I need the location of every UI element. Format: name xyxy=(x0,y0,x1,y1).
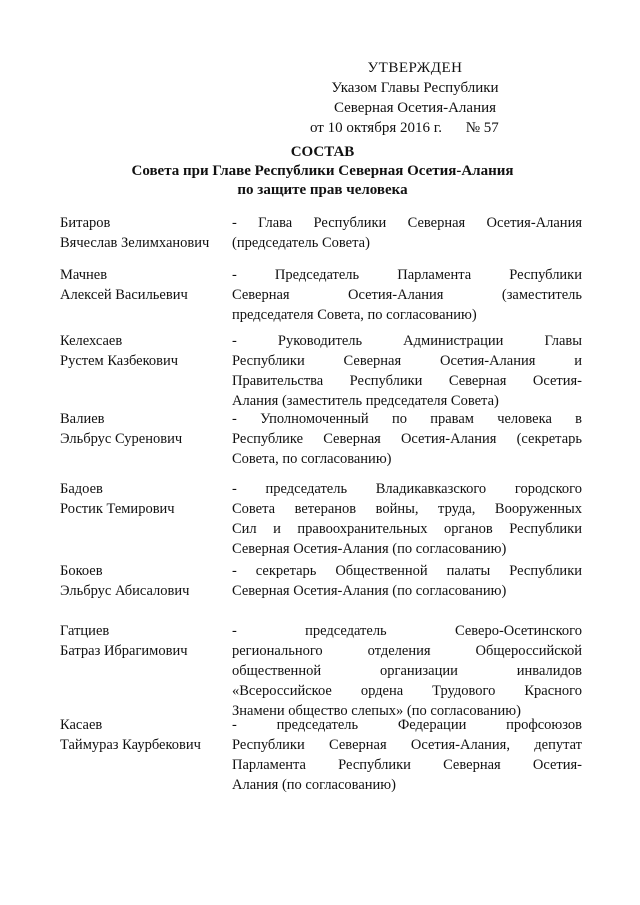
member-role-line: - председатель Федерации профсоюзов xyxy=(232,717,582,733)
member-role-line: регионального отделения Общероссийской xyxy=(232,643,582,659)
approval-republic: Северная Осетия-Алания xyxy=(333,100,497,116)
member-role-line: общественной организации инвалидов xyxy=(232,663,582,679)
member-role-line: Алания (заместитель председателя Совета) xyxy=(232,393,499,409)
member-given-name: Вячеслав Зелимханович xyxy=(60,235,210,251)
member-role-line: Северная Осетия-Алания (по согласованию) xyxy=(232,583,507,599)
document-title xyxy=(60,143,585,200)
member-role-line: Совета, по согласованию) xyxy=(232,451,392,467)
member-role-line: - председатель Владикавказского городского xyxy=(232,481,582,497)
member-role-line: Республики Северная Осетия-Алания и xyxy=(232,353,582,369)
member-surname: Касаев xyxy=(60,717,103,733)
member-name xyxy=(60,561,235,601)
member-role xyxy=(232,715,582,795)
member-role-line: - Председатель Парламента Республики xyxy=(232,267,582,283)
member-role-line: Республике Северная Осетия-Алания (секретарь xyxy=(232,431,582,447)
member-surname: Валиев xyxy=(60,411,105,427)
member-role-line: Сил и правоохранительных органов Республики xyxy=(232,521,582,537)
approval-stamp xyxy=(300,58,530,138)
member-role-line: Северная Осетия-Алания (по согласованию) xyxy=(232,541,507,557)
member-role-line: председателя Совета, по согласованию) xyxy=(232,307,477,323)
member-role-line: - председатель Северо-Осетинского xyxy=(232,623,582,639)
member-given-name: Эльбрус Абисалович xyxy=(60,583,190,599)
approval-date-line xyxy=(300,118,530,138)
member-role xyxy=(232,213,582,253)
member-surname: Бокоев xyxy=(60,563,103,579)
member-role-line: Правительства Республики Северная Осетия- xyxy=(232,373,582,389)
member-given-name: Эльбрус Суренович xyxy=(60,431,183,447)
member-role-line: Совета ветеранов войны, труда, Вооруженных xyxy=(232,501,582,517)
approval-decree: Указом Главы Республики xyxy=(331,80,499,96)
title-line-1: СОСТАВ xyxy=(290,144,355,160)
member-role-line: (председатель Совета) xyxy=(232,235,370,251)
member-name xyxy=(60,331,235,371)
member-surname: Бадоев xyxy=(60,481,103,497)
member-given-name: Алексей Васильевич xyxy=(60,287,188,303)
approval-date: от 10 октября 2016 г. xyxy=(310,120,442,136)
member-given-name: Ростик Темирович xyxy=(60,501,175,517)
member-name xyxy=(60,479,235,519)
member-name xyxy=(60,213,235,253)
member-given-name: Таймураз Каурбекович xyxy=(60,737,201,753)
member-role-line: Северная Осетия-Алания (заместитель xyxy=(232,287,582,303)
member-role xyxy=(232,409,582,469)
title-line-2: Совета при Главе Республики Северная Осетия-Алания xyxy=(131,163,514,179)
member-role-line: Алания (по согласованию) xyxy=(232,777,396,793)
member-surname: Мачнев xyxy=(60,267,108,283)
member-role-line: «Всероссийское ордена Трудового Красного xyxy=(232,683,582,699)
member-name xyxy=(60,715,235,755)
member-role-line: Республики Северная Осетия-Алания, депутат xyxy=(232,737,582,753)
member-role-line: - Уполномоченный по правам человека в xyxy=(232,411,582,427)
member-role xyxy=(232,331,582,411)
member-role xyxy=(232,621,582,721)
member-given-name: Батраз Ибрагимович xyxy=(60,643,188,659)
member-role-line: - Руководитель Администрации Главы xyxy=(232,333,582,349)
member-name xyxy=(60,409,235,449)
title-line-3: по защите прав человека xyxy=(237,182,408,198)
member-surname: Битаров xyxy=(60,215,111,231)
member-role-line: - секретарь Общественной палаты Республики xyxy=(232,563,582,579)
approval-number: № 57 xyxy=(465,120,499,136)
approval-heading: УТВЕРЖДЕН xyxy=(367,60,463,76)
member-given-name: Рустем Казбекович xyxy=(60,353,179,369)
member-role xyxy=(232,561,582,601)
member-surname: Келехсаев xyxy=(60,333,123,349)
member-surname: Гатциев xyxy=(60,623,110,639)
member-role xyxy=(232,265,582,325)
member-role xyxy=(232,479,582,559)
member-name xyxy=(60,265,235,305)
member-role-line: - Глава Республики Северная Осетия-Алания xyxy=(232,215,582,231)
member-name xyxy=(60,621,235,661)
member-role-line: Знамени общество слепых» (по согласованию) xyxy=(232,703,521,719)
member-role-line: Парламента Республики Северная Осетия- xyxy=(232,757,582,773)
